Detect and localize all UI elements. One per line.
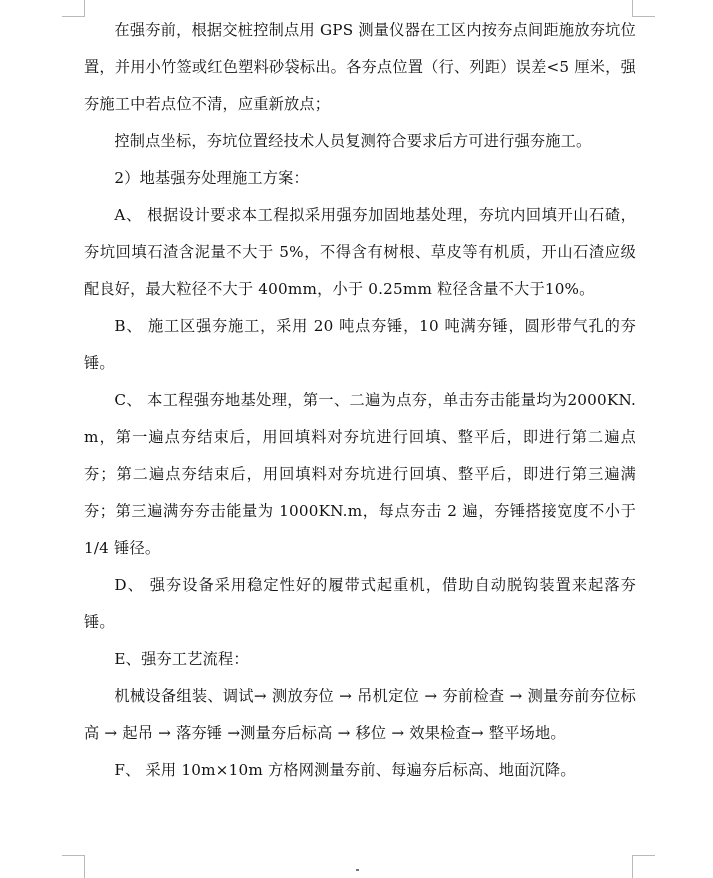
list-item-f: F、 采用 10m×10m 方格网测量夯前、每遍夯后标高、地面沉降。 <box>114 761 576 779</box>
document-body <box>84 12 636 789</box>
paragraph-control-points: 控制点坐标，夯坑位置经技术人员复测符合要求后方可进行强夯施工。 <box>114 132 592 150</box>
paragraph-staking-out: 在强夯前，根据交桩控制点用 GPS 测量仪器在工区内按夯点间距施放夯坑位置，并用小竹签或红色塑料砂袋标出。各夯点位置（行、列距）误差<5 厘米，强夯施工中若点位不清，应重新放点； <box>84 21 636 113</box>
list-item-d: D、 强夯设备采用稳定性好的履带式起重机，借助自动脱钩装置来起落夯锤。 <box>84 576 636 631</box>
section-heading-plan: 2）地基强夯处理施工方案： <box>114 169 309 187</box>
crop-mark-bottom-left <box>62 855 85 878</box>
list-item-c: C、 本工程强夯地基处理，第一、二遍为点夯，单击夯击能量均为2000KN.m，第一遍点夯结束后，用回填料对夯坑进行回填、整平后，即进行第二遍点夯；第二遍点夯结束后，用回填料对夯坑进行回填、整平后，即进行第三遍满夯；第三遍满夯夯击能量为 1000KN.m，每点夯击 2 遍，夯锤搭接宽度不小于 1/4 锤径。 <box>84 391 636 557</box>
crop-mark-bottom-right <box>632 855 655 878</box>
process-flow: 机械设备组装、调试→ 测放夯位 → 吊机定位 → 夯前检查 → 测量夯前夯位标高 → 起吊 → 落夯锤 →测量夯后标高 → 移位 → 效果检查→ 整平场地。 <box>84 687 636 742</box>
list-item-b: B、 施工区强夯施工，采用 20 吨点夯锤，10 吨满夯锤，圆形带气孔的夯锤。 <box>84 317 636 372</box>
page-footer-mark <box>356 869 359 871</box>
list-item-e: E、强夯工艺流程： <box>114 650 249 668</box>
crop-mark-top-left <box>62 0 85 17</box>
list-item-a: A、 根据设计要求本工程拟采用强夯加固地基处理，夯坑内回填开山石碴，夯坑回填石渣含泥量不大于 5%，不得含有树根、草皮等有机质，开山石渣应级配良好，最大粒径不大于 400mm，小于 0.25mm 粒径含量不大于10%。 <box>84 206 636 298</box>
